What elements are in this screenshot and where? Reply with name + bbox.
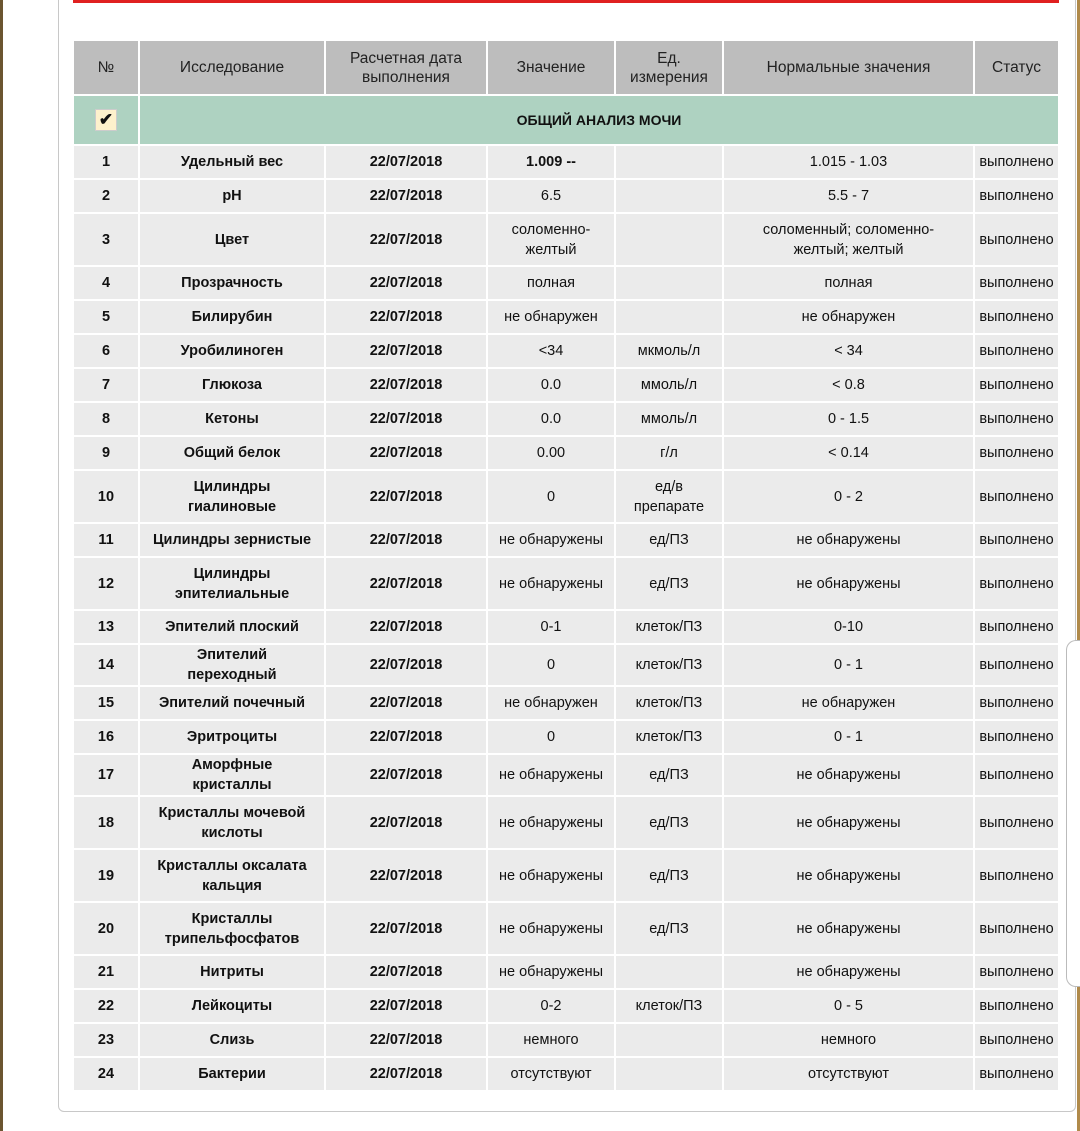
cell-test-name: Уробилиноген (140, 335, 324, 367)
cell-test-name: Билирубин (140, 301, 324, 333)
cell-normal-range: 0 - 1 (724, 645, 973, 685)
table-row (74, 1058, 1058, 1090)
cell-unit: ед/ПЗ (616, 755, 722, 795)
cell-value: не обнаружены (488, 956, 614, 988)
col-header-status: Статус (975, 41, 1058, 94)
table-row (74, 687, 1058, 719)
cell-test-name: Эпителий переходный (140, 645, 324, 685)
cell-test-name: pH (140, 180, 324, 212)
cell-normal-range: полная (724, 267, 973, 299)
cell-unit: ед/ПЗ (616, 850, 722, 901)
cell-value: 0.0 (488, 369, 614, 401)
cell-date: 22/07/2018 (326, 611, 486, 643)
cell-unit: клеток/ПЗ (616, 687, 722, 719)
cell-test-name: Эпителий плоский (140, 611, 324, 643)
cell-normal-range: 0-10 (724, 611, 973, 643)
cell-value: соломенно-желтый (488, 214, 614, 265)
cell-row-number: 8 (74, 403, 138, 435)
cell-row-number: 10 (74, 471, 138, 522)
table-row (74, 369, 1058, 401)
cell-row-number: 15 (74, 687, 138, 719)
table-row (74, 903, 1058, 954)
cell-unit: г/л (616, 437, 722, 469)
cell-status: выполнено (975, 214, 1058, 265)
cell-status: выполнено (975, 755, 1058, 795)
cell-row-number: 4 (74, 267, 138, 299)
cell-status: выполнено (975, 437, 1058, 469)
cell-row-number: 19 (74, 850, 138, 901)
cell-status: выполнено (975, 180, 1058, 212)
cell-date: 22/07/2018 (326, 797, 486, 848)
cell-test-name: Лейкоциты (140, 990, 324, 1022)
cell-normal-range: 1.015 - 1.03 (724, 146, 973, 178)
cell-value: 0 (488, 471, 614, 522)
cell-unit: клеток/ПЗ (616, 645, 722, 685)
cell-value: не обнаружены (488, 850, 614, 901)
cell-date: 22/07/2018 (326, 471, 486, 522)
cell-date: 22/07/2018 (326, 1058, 486, 1090)
table-row (74, 1024, 1058, 1056)
cell-date: 22/07/2018 (326, 721, 486, 753)
alert-bar (73, 0, 1059, 3)
col-header-date: Расчетная дата выполнения (326, 41, 486, 94)
cell-date: 22/07/2018 (326, 687, 486, 719)
cell-unit: ед/в препарате (616, 471, 722, 522)
cell-status: выполнено (975, 956, 1058, 988)
cell-test-name: Цилиндры эпителиальные (140, 558, 324, 609)
cell-value: полная (488, 267, 614, 299)
cell-normal-range: 0 - 1 (724, 721, 973, 753)
group-title: ОБЩИЙ АНАЛИЗ МОЧИ (140, 96, 1058, 144)
cell-value: не обнаружены (488, 903, 614, 954)
cell-row-number: 5 (74, 301, 138, 333)
col-header-number: № (74, 41, 138, 94)
cell-test-name: Глюкоза (140, 369, 324, 401)
cell-value: 0 (488, 721, 614, 753)
cell-row-number: 6 (74, 335, 138, 367)
cell-row-number: 11 (74, 524, 138, 556)
cell-normal-range: соломенный; соломенно-желтый; желтый (724, 214, 973, 265)
cell-normal-range: не обнаружены (724, 755, 973, 795)
cell-date: 22/07/2018 (326, 755, 486, 795)
checkbox-checked-icon[interactable]: ✔ (95, 109, 117, 131)
cell-date: 22/07/2018 (326, 903, 486, 954)
cell-normal-range: < 34 (724, 335, 973, 367)
cell-normal-range: 0 - 5 (724, 990, 973, 1022)
cell-unit: клеток/ПЗ (616, 990, 722, 1022)
cell-status: выполнено (975, 903, 1058, 954)
table-row (74, 645, 1058, 685)
cell-value: <34 (488, 335, 614, 367)
side-panel-handle[interactable] (1066, 640, 1080, 987)
table-row (74, 611, 1058, 643)
group-row (74, 96, 1058, 144)
cell-date: 22/07/2018 (326, 146, 486, 178)
cell-date: 22/07/2018 (326, 645, 486, 685)
cell-unit (616, 214, 722, 265)
table-row (74, 403, 1058, 435)
cell-date: 22/07/2018 (326, 180, 486, 212)
table-row (74, 956, 1058, 988)
cell-value: не обнаружен (488, 301, 614, 333)
cell-value: 0.00 (488, 437, 614, 469)
cell-normal-range: 0 - 2 (724, 471, 973, 522)
cell-date: 22/07/2018 (326, 369, 486, 401)
cell-normal-range: < 0.8 (724, 369, 973, 401)
cell-test-name: Удельный вес (140, 146, 324, 178)
cell-test-name: Прозрачность (140, 267, 324, 299)
table-row (74, 721, 1058, 753)
cell-status: выполнено (975, 146, 1058, 178)
cell-unit: ммоль/л (616, 403, 722, 435)
cell-value: 0-2 (488, 990, 614, 1022)
cell-row-number: 2 (74, 180, 138, 212)
cell-unit (616, 301, 722, 333)
col-header-value: Значение (488, 41, 614, 94)
table-row (74, 267, 1058, 299)
cell-date: 22/07/2018 (326, 437, 486, 469)
cell-test-name: Бактерии (140, 1058, 324, 1090)
cell-normal-range: 5.5 - 7 (724, 180, 973, 212)
cell-unit (616, 146, 722, 178)
cell-status: выполнено (975, 687, 1058, 719)
cell-normal-range: не обнаружены (724, 524, 973, 556)
cell-date: 22/07/2018 (326, 990, 486, 1022)
cell-test-name: Общий белок (140, 437, 324, 469)
table-row (74, 558, 1058, 609)
cell-value: 0 (488, 645, 614, 685)
cell-row-number: 24 (74, 1058, 138, 1090)
cell-value: 1.009 -- (488, 146, 614, 178)
cell-value: отсутствуют (488, 1058, 614, 1090)
results-table (72, 39, 1060, 1092)
table-row (74, 471, 1058, 522)
cell-row-number: 18 (74, 797, 138, 848)
cell-unit (616, 1058, 722, 1090)
cell-status: выполнено (975, 1058, 1058, 1090)
cell-normal-range: < 0.14 (724, 437, 973, 469)
cell-row-number: 12 (74, 558, 138, 609)
col-header-unit: Ед. измерения (616, 41, 722, 94)
cell-normal-range: отсутствуют (724, 1058, 973, 1090)
cell-value: не обнаружены (488, 558, 614, 609)
cell-unit (616, 267, 722, 299)
table-row (74, 524, 1058, 556)
cell-normal-range: не обнаружен (724, 301, 973, 333)
cell-date: 22/07/2018 (326, 214, 486, 265)
cell-normal-range: немного (724, 1024, 973, 1056)
cell-unit: ед/ПЗ (616, 524, 722, 556)
cell-test-name: Аморфные кристаллы (140, 755, 324, 795)
cell-unit (616, 180, 722, 212)
table-row (74, 437, 1058, 469)
cell-date: 22/07/2018 (326, 403, 486, 435)
cell-status: выполнено (975, 797, 1058, 848)
table-row (74, 301, 1058, 333)
cell-value: не обнаружены (488, 755, 614, 795)
cell-test-name: Нитриты (140, 956, 324, 988)
cell-row-number: 9 (74, 437, 138, 469)
col-header-test: Исследование (140, 41, 324, 94)
table-row (74, 990, 1058, 1022)
cell-status: выполнено (975, 369, 1058, 401)
table-row (74, 755, 1058, 795)
cell-test-name: Кристаллы трипельфосфатов (140, 903, 324, 954)
table-row (74, 335, 1058, 367)
cell-row-number: 3 (74, 214, 138, 265)
cell-normal-range: не обнаружены (724, 558, 973, 609)
cell-normal-range: не обнаружены (724, 850, 973, 901)
cell-status: выполнено (975, 611, 1058, 643)
cell-normal-range: не обнаружен (724, 687, 973, 719)
cell-test-name: Цилиндры зернистые (140, 524, 324, 556)
cell-row-number: 14 (74, 645, 138, 685)
cell-test-name: Цвет (140, 214, 324, 265)
cell-row-number: 1 (74, 146, 138, 178)
cell-date: 22/07/2018 (326, 335, 486, 367)
cell-test-name: Слизь (140, 1024, 324, 1056)
cell-status: выполнено (975, 301, 1058, 333)
cell-normal-range: не обнаружены (724, 956, 973, 988)
cell-value: не обнаружен (488, 687, 614, 719)
cell-normal-range: 0 - 1.5 (724, 403, 973, 435)
group-checkbox-cell[interactable] (74, 96, 138, 144)
cell-test-name: Цилиндры гиалиновые (140, 471, 324, 522)
cell-value: не обнаружены (488, 524, 614, 556)
cell-status: выполнено (975, 524, 1058, 556)
cell-status: выполнено (975, 558, 1058, 609)
table-row (74, 797, 1058, 848)
cell-row-number: 20 (74, 903, 138, 954)
cell-date: 22/07/2018 (326, 301, 486, 333)
cell-test-name: Кетоны (140, 403, 324, 435)
cell-date: 22/07/2018 (326, 558, 486, 609)
cell-unit (616, 1024, 722, 1056)
table-row (74, 146, 1058, 178)
cell-value: 0.0 (488, 403, 614, 435)
cell-row-number: 23 (74, 1024, 138, 1056)
cell-unit: клеток/ПЗ (616, 611, 722, 643)
cell-row-number: 17 (74, 755, 138, 795)
cell-status: выполнено (975, 990, 1058, 1022)
cell-unit: ммоль/л (616, 369, 722, 401)
cell-date: 22/07/2018 (326, 850, 486, 901)
cell-status: выполнено (975, 645, 1058, 685)
cell-test-name: Эпителий почечный (140, 687, 324, 719)
cell-value: не обнаружены (488, 797, 614, 848)
cell-date: 22/07/2018 (326, 267, 486, 299)
cell-date: 22/07/2018 (326, 1024, 486, 1056)
cell-row-number: 16 (74, 721, 138, 753)
cell-status: выполнено (975, 335, 1058, 367)
cell-test-name: Кристаллы оксалата кальция (140, 850, 324, 901)
cell-row-number: 7 (74, 369, 138, 401)
cell-unit: мкмоль/л (616, 335, 722, 367)
table-row (74, 214, 1058, 265)
table-row (74, 180, 1058, 212)
cell-unit: ед/ПЗ (616, 558, 722, 609)
table-header-row (74, 41, 1058, 94)
cell-status: выполнено (975, 1024, 1058, 1056)
cell-status: выполнено (975, 721, 1058, 753)
cell-value: немного (488, 1024, 614, 1056)
cell-unit: ед/ПЗ (616, 797, 722, 848)
cell-status: выполнено (975, 267, 1058, 299)
table-row (74, 850, 1058, 901)
cell-unit: клеток/ПЗ (616, 721, 722, 753)
background-edge-left (0, 0, 3, 1131)
cell-row-number: 22 (74, 990, 138, 1022)
cell-status: выполнено (975, 850, 1058, 901)
cell-test-name: Кристаллы мочевой кислоты (140, 797, 324, 848)
col-header-norm: Нормальные значения (724, 41, 973, 94)
cell-value: 0-1 (488, 611, 614, 643)
cell-normal-range: не обнаружены (724, 903, 973, 954)
cell-row-number: 13 (74, 611, 138, 643)
cell-date: 22/07/2018 (326, 956, 486, 988)
cell-row-number: 21 (74, 956, 138, 988)
cell-date: 22/07/2018 (326, 524, 486, 556)
cell-test-name: Эритроциты (140, 721, 324, 753)
cell-unit (616, 956, 722, 988)
cell-status: выполнено (975, 403, 1058, 435)
cell-unit: ед/ПЗ (616, 903, 722, 954)
cell-status: выполнено (975, 471, 1058, 522)
cell-normal-range: не обнаружены (724, 797, 973, 848)
cell-value: 6.5 (488, 180, 614, 212)
